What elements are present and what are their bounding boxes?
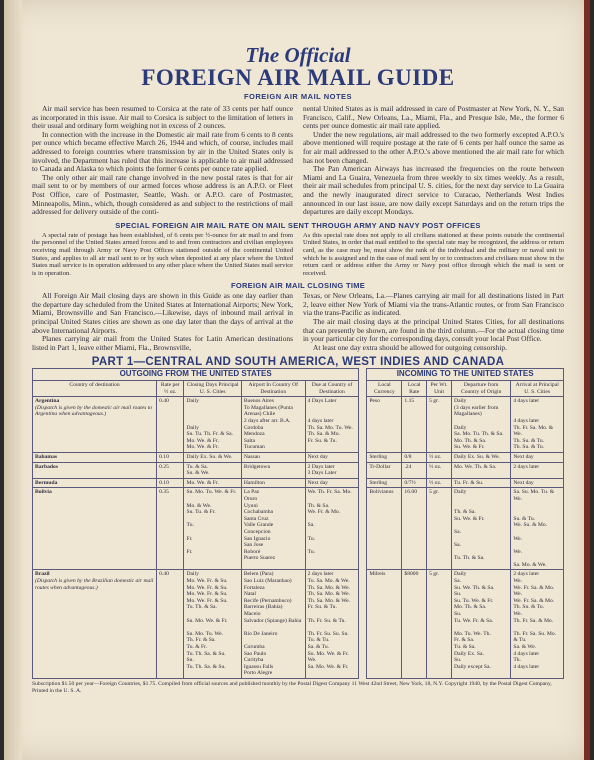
notes-columns [32,105,564,217]
rate-cell: 0.40 [157,397,184,453]
local-rate-cell: 0/7½ [402,478,427,488]
rate-cell: 0.10 [157,478,184,488]
note-paragraph: The only other air mail rate change involved in the new postal rates is that for air mail sent to or by members of our armed forces whose address is an A.P.O. or Fleet Post Office, care of Postmaster, Seattle, Wash. or A.P.O. care of Postmaster, Minneapolis, Minn., which, though considered as and subject to the restrictions of mail addressed for delivery outside of the conti- [32,172,293,217]
arrival-cell: Next day [511,478,564,488]
page-binding [4,0,22,760]
column-header: Local Currency [367,381,402,397]
arrival-cell: 2 days later [511,462,564,478]
closing-days-cell: Daily Mo. We. Fr. & Su. Mo. We. Fr. & Su. Mo. We. Fr. & Su. Mo. We. Fr. & Su. Tu. Th. & Sa. Su. Mo. We. & Fr. Su. Mo. Tu. We. Th. Fr. & Sa. Tu. & Fr. Tu. Th. Sa. & Su. Su. Tu. Th. Sa. & Su. [184,570,241,679]
closing-days-cell: Su. Mo. Tu. We. & Fr. Mo. & We. Su. Tu. & Fr. Tu. Fr. Fr. [184,488,241,570]
closing-days-cell: Daily Daily Su. Tu. Th. Fr. & Sa. Mo. We. & Fr. Mo. We. & Fr. [184,397,241,453]
closing-left [32,292,293,352]
currency-cell: Milreis [367,570,402,679]
weight-unit-cell: ½ oz. [427,478,452,488]
closing-days-cell: Tu. & Sa. Su. & We. [184,462,241,478]
departure-cell: Daily (3 days earlier from Magallanes) Daily Sa. Mo. Tu. Th. & Sa. Mo. Th. & Sa. Su. We. & Fr. [452,397,511,453]
note-paragraph: Air mail service has been resumed to Corsica at the rate of 33 cents per half ounce as incorporated in this issue. Air mail to Corsica is subject to the limitation of letters in their usual and ordinary form weighing not in excess of 2 ounces. [32,104,293,131]
departure-cell: Daily Th. & Sa. Su. We. & Fr. Sa. Sa. Tu. Th. & Sa. [452,488,511,570]
due-cell: 2 Days later 3 Days Later [305,462,359,478]
closing-paragraph: All Foreign Air Mail closing days are shown in this Guide as one day earlier than the departure day scheduled from the United States at International Airports; New York, Miami, Brownsville and San Francisco.—Likewise, days of inbound mail arrival in principal United States cities are shown as one day later than the days of arrival at the above International Airports. [32,291,293,335]
column-header-row [33,381,564,397]
title-official: The Official [245,43,351,67]
closing-columns [32,292,564,352]
local-rate-cell: 16.00 [402,488,427,570]
closing-right [303,292,564,352]
notes-right [303,105,564,217]
local-rate-cell: 1.15 [402,397,427,453]
country-cell: Barbados [33,462,157,478]
note-paragraph: In connection with the increase in the Domestic air mail rate from 6 cents to 8 cents per ounce which became effective March 26, 1944 and which, of course, includes mail addressed to foreign countries where transmission by air in the United States only is involved, the Department has ruled that this increase is applicable to air mail addressed to Canada and Alaska to which points the former 6 cents per ounce rate applied. [32,129,293,174]
arrival-cell: 4 days later 4 days later Th. Fr. Sa. Mo. & We. Th. Su. & Tu. Th. Su. & Tu. [511,397,564,453]
column-header: Departure from Country of Origin [452,381,511,397]
due-cell: 2 days later Tu. Sa. Mo. & We. Th. Sa. Mo. & We. Th. Sa. Mo. & We. Th. Sa. Mo. & We. Fr. Su. & Tu. Th. Fr. Su. & Tu. Th. Fr. Su. Su. Su. Tu. & Tu. Sa. & Tu. Su. Mo. We. & Fr. We. Sa. Mo. We. & Fr. [305,570,359,679]
closing-days-cell: Daily Ex. Su. & We. [184,452,241,462]
section-heading-closing: FOREIGN AIR MAIL CLOSING TIME [230,281,366,291]
schedule-rows [33,397,564,679]
departure-cell: Tu. Fr. & Su. [452,478,511,488]
column-header: Rate per ½ oz. [157,381,184,397]
section-heading-notes: FOREIGN AIR MAIL NOTES [243,92,353,101]
special-paragraph: A special rate of postage has been established, of 6 cents per ½-ounce for air mail to and from the personnel of the United States armed forces and to and from contractors and civilian employees receiving mail through Army or Navy Post Offices stationed outside of the continental United States, and applies to all air mail sent to or by such when deposited at any place where the United States mail service is in operation addressed to any other place where the United States mail service is in operation. [32,231,293,277]
book-spine-edge [584,0,590,760]
special-paragraph: As this special rate does not apply to all civilians stationed at these points outside the continental United States, in order that mail entitled to the special rate may be recognized, the address or return card, as the case may be, must show the rank of the individual and the military or naval unit to which he is assigned and in the case of mail sent by or to contractors and civilians must show in the return card or address either the Army or Navy post office through which the mail is sent or received. [303,231,564,277]
guide-page [4,0,590,760]
table-row [33,397,564,453]
table-row [33,452,564,462]
table-row [33,570,564,679]
weight-unit-cell: ½ oz. [427,452,452,462]
incoming-label: INCOMING TO THE UNITED STATES [367,369,564,381]
outgoing-label: OUTGOING FROM THE UNITED STATES [33,369,359,381]
note-paragraph: Under the new regulations, air mail addressed to the two formerly excepted A.P.O.'s above mentioned will require postage at the rate of 6 cents per half ounce the same as for air mail addressed to the other A.P.O.'s above mentioned the air mail rate for which has not been changed. [303,129,564,165]
weight-unit-cell: ½ oz. [427,462,452,478]
note-paragraph: The Pan American Airways has increased the frequencies on the route between Miami and La Guaira, Venezuela from three weekly to six times weekly. As a result, their air mail schedules from principal U. S. cities, for the next day service to La Guaira and the newly inaugurated direct service to Curacao, Netherlands West Indies announced in our last issue, are now daily except Saturdays and on the return trips the departures are daily except Mondays. [303,164,564,217]
arrival-cell: Next day [511,452,564,462]
schedule-table [32,368,564,679]
due-cell: Next day [305,478,359,488]
departure-cell: Mo. We. Th. & Sa. [452,462,511,478]
special-right [303,232,564,278]
airport-cell: Hamilton [241,478,305,488]
country-cell: Bermuda [33,478,157,488]
title-main: FOREIGN AIR MAIL GUIDE [141,65,455,90]
rate-cell: 0.35 [157,488,184,570]
currency-cell: Sterling [367,478,402,488]
local-rate-cell: .24 [402,462,427,478]
rate-cell: 0.10 [157,452,184,462]
airport-cell: Belem (Para) Sao Luiz (Maranhao) Fortaleza Natal Recife (Pernambuco) Barreiras (Bahia) Maceio Salvador (Spiange) Bahia Rio De Janeiro Corumba Sao Paulo Curityba Iguassu Falls Porto Alegre [241,570,305,679]
currency-cell: Peso [367,397,402,453]
currency-cell: Sterling [367,452,402,462]
airport-cell: Bridgetown [241,462,305,478]
currency-cell: Bolivianos [367,488,402,570]
country-cell: Brazil (Dispatch is given by the Brazilian domestic air mail routes when advantageous.) [33,570,157,679]
special-columns [32,232,564,278]
column-header: Due at Country of Destination [305,381,359,397]
weight-unit-cell: 5 gr. [427,397,452,453]
footer-subscription: Subscription $1.50 per year—Foreign Countries, $1.75. Compiled from official sources and published monthly by the Postal Digest Company 11 West 42nd Street, New York, 18, N.Y. Copyright 1940, by the Postal Digest Company, Printed in the U. S. A. [32,680,552,694]
special-left [32,232,293,278]
closing-days-cell: Mo. We. & Fr. [184,478,241,488]
closing-paragraph: Texas, or New Orleans, La.—Planes carrying air mail for all destinations listed in Part 2, leave either New York of Miami via the trans-Atlantic routes, or from San Francisco via the trans-Pacific as indicated. [303,291,564,318]
due-cell: Next day [305,452,359,462]
departure-cell: Daily Ex. Su. & We. [452,452,511,462]
airport-cell: La Paz Oruro Uyuni Cochabamba Santa Cruz Valle Grande Concepcion San Ignacio San Jose Roboré Puerto Suarez [241,488,305,570]
currency-cell: Tr-Dollar [367,462,402,478]
local-rate-cell: 0/8 [402,452,427,462]
column-header: Country of destination [33,381,157,397]
column-header: Closing Days Principal U. S. Cities [184,381,241,397]
column-header: Airport In Country Of Destination [241,381,305,397]
weight-unit-cell: 5 gr. [427,570,452,679]
section-heading-special: SPECIAL FOREIGN AIR MAIL RATE ON MAIL SENT THROUGH ARMY AND NAVY POST OFFICES [115,220,481,230]
rate-cell: 0.40 [157,570,184,679]
closing-paragraph: Planes carrying air mail from the United States for Latin American destinations listed in Part 1, leave either Miami, Fla., Brownsville, [32,334,293,352]
departure-cell: Daily Sa. Su. We. Th. & Sa. Su. Su. Tu. We. & Fr. Mo. Th. & Sa. Su. Tu. We. Fr. & Sa. Mo. Tu. We. Th. Fr. & Sa. Tu. & Sa. Daily Ex. Sa. Su. Daily except Sa. [452,570,511,679]
closing-paragraph: The air mail closing days at the principal United States Cities, for all destinations that can presently be shown, are found in the third column.—For the actual closing time in your particular city for the corresponding days, consult your local Post Office. [303,317,564,344]
notes-left [32,105,293,217]
country-cell: Argentina (Dispatch is given by the domestic air mail routes to Argentina when advantageous.) [33,397,157,453]
arrival-cell: Sa. Su. Mo. Tu. & We. Su. & Tu. We. Su. & Mo. We. We. Sa. Mo. & We. [511,488,564,570]
closing-paragraph: At least one day extra should be allowed for outgoing censorship. [313,342,507,352]
table-row [33,488,564,570]
part1-title: PART 1—CENTRAL AND SOUTH AMERICA, WEST INDIES AND CANADA [91,356,505,369]
rate-cell: 0.25 [157,462,184,478]
column-header: Arrival at Principal U. S. Cities [511,381,564,397]
column-header: Local Rate [402,381,427,397]
country-cell: Bolivia [33,488,157,570]
column-header: Per Wt. Unit [427,381,452,397]
airport-cell: Buenos Aires To Magallanes (Punta Arenas) Chile 2 days after arr. B.A. Cordoba Mendoza Salta Tucuman [241,397,305,453]
due-cell: We. Th. Fr. Sa. Mo. Th. & Sa. We. Fr. & Mo. Sa. Tu. Tu. [305,488,359,570]
weight-unit-cell: 5 gr. [427,488,452,570]
arrival-cell: 2 days later We. We. Fr. Sa. & Mo. We. We. Fr. Sa. & Mo. Th. Su. & Tu. We. Th. Fr. Sa. & Mo. Th. Fr. Sa. Su. Mo. & Tu. Sa. & We. 4 days later Th. 4 days later [511,570,564,679]
page-content [32,44,564,694]
local-rate-cell: $8000 [402,570,427,679]
country-cell: Bahamas [33,452,157,462]
due-cell: 4 Days Later 4 days later Th. Sa. Mo. Tu. We. Th. Sa. & Mo. Fr. Su. & Tu. [305,397,359,453]
table-row [33,462,564,478]
table-row [33,478,564,488]
note-paragraph: nental United States as is mail addressed in care of Postmaster at New York, N. Y., San Francisco, Calif., New Orleans, La., Miami, Fla., and Presque Isle, Me., the former 6 cents per ounce domestic air mail rate applied. [303,104,564,131]
airport-cell: Nassau [241,452,305,462]
